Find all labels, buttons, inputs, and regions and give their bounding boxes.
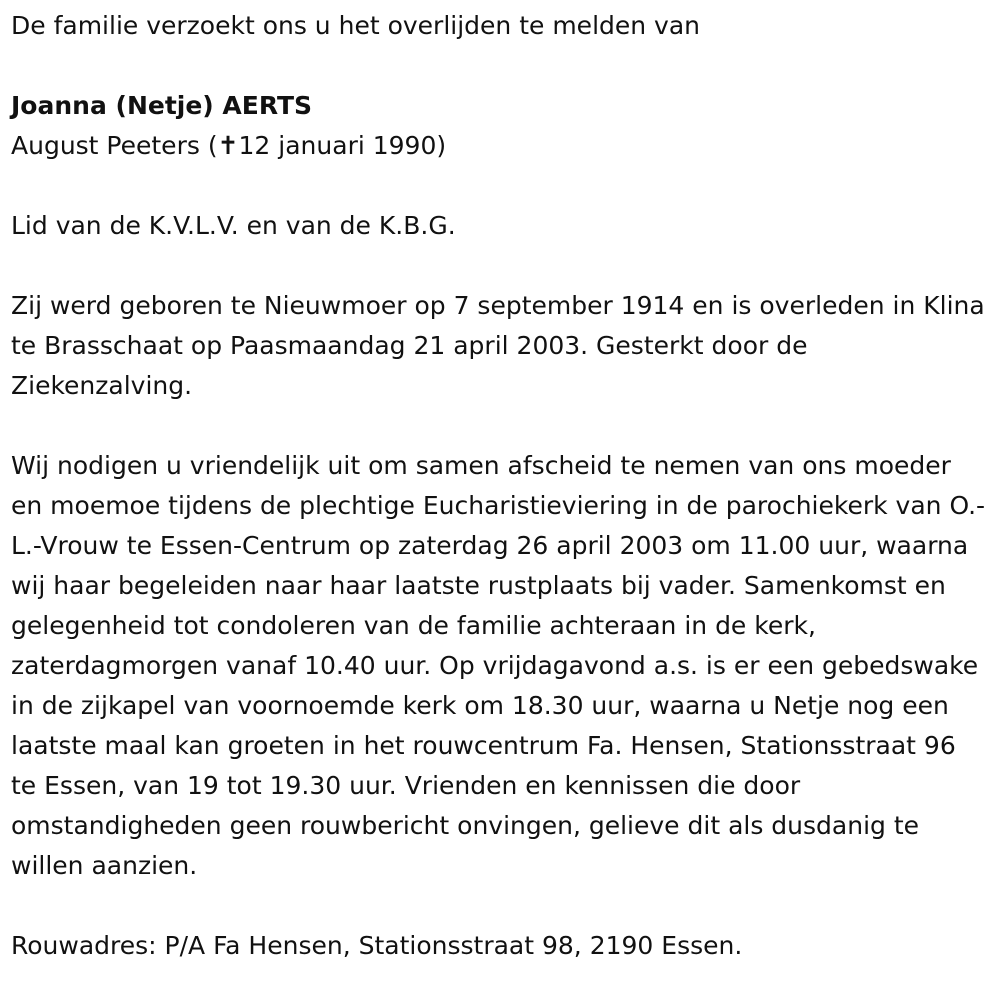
spacer	[11, 886, 986, 926]
invitation-paragraph: Wij nodigen u vriendelijk uit om samen afscheid te nemen van ons moeder en moemoe tijdens de plechtige Eucharistieviering in de parochiekerk van O.-L.-Vrouw te Essen-Centrum op zaterdag 26 april 2003 om 11.00 uur, waarna wij haar begeleiden naar haar laatste rustplaats bij vader. Samenkomst en gelegenheid tot condoleren van de familie achteraan in de kerk, zaterdagmorgen vanaf 10.40 uur. Op vrijdagavond a.s. is er een gebedswake in de zijkapel van voornoemde kerk om 18.30 uur, waarna u Netje nog een laatste maal kan groeten in het rouwcentrum Fa. Hensen, Stationsstraat 96 te Essen, van 19 tot 19.30 uur. Vrienden en kennissen die door omstandigheden geen rouwbericht onvingen, gelieve dit als dusdanig te willen aanzien.	[11, 451, 986, 880]
membership-line: Lid van de K.V.L.V. en van de K.B.G.	[11, 211, 456, 240]
spouse-prefix: August Peeters (	[11, 131, 218, 160]
cross-icon: ✝	[217, 131, 239, 160]
address-line: Rouwadres: P/A Fa Hensen, Stationsstraat 98, 2190 Essen.	[11, 931, 743, 960]
spacer	[11, 246, 986, 286]
birth-death-paragraph: Zij werd geboren te Nieuwmoer op 7 september 1914 en is overleden in Klina te Brasschaat op Paasmaandag 21 april 2003. Gesterkt door de Ziekenzalving.	[11, 291, 985, 400]
spouse-suffix: 12 januari 1990)	[238, 131, 447, 160]
spacer	[11, 166, 986, 206]
spacer	[11, 46, 986, 86]
deceased-name: Joanna (Netje) AERTS	[11, 91, 313, 120]
intro-line: De familie verzoekt ons u het overlijden te melden van	[11, 11, 701, 40]
spouse-line	[11, 126, 986, 166]
spacer	[11, 406, 986, 446]
